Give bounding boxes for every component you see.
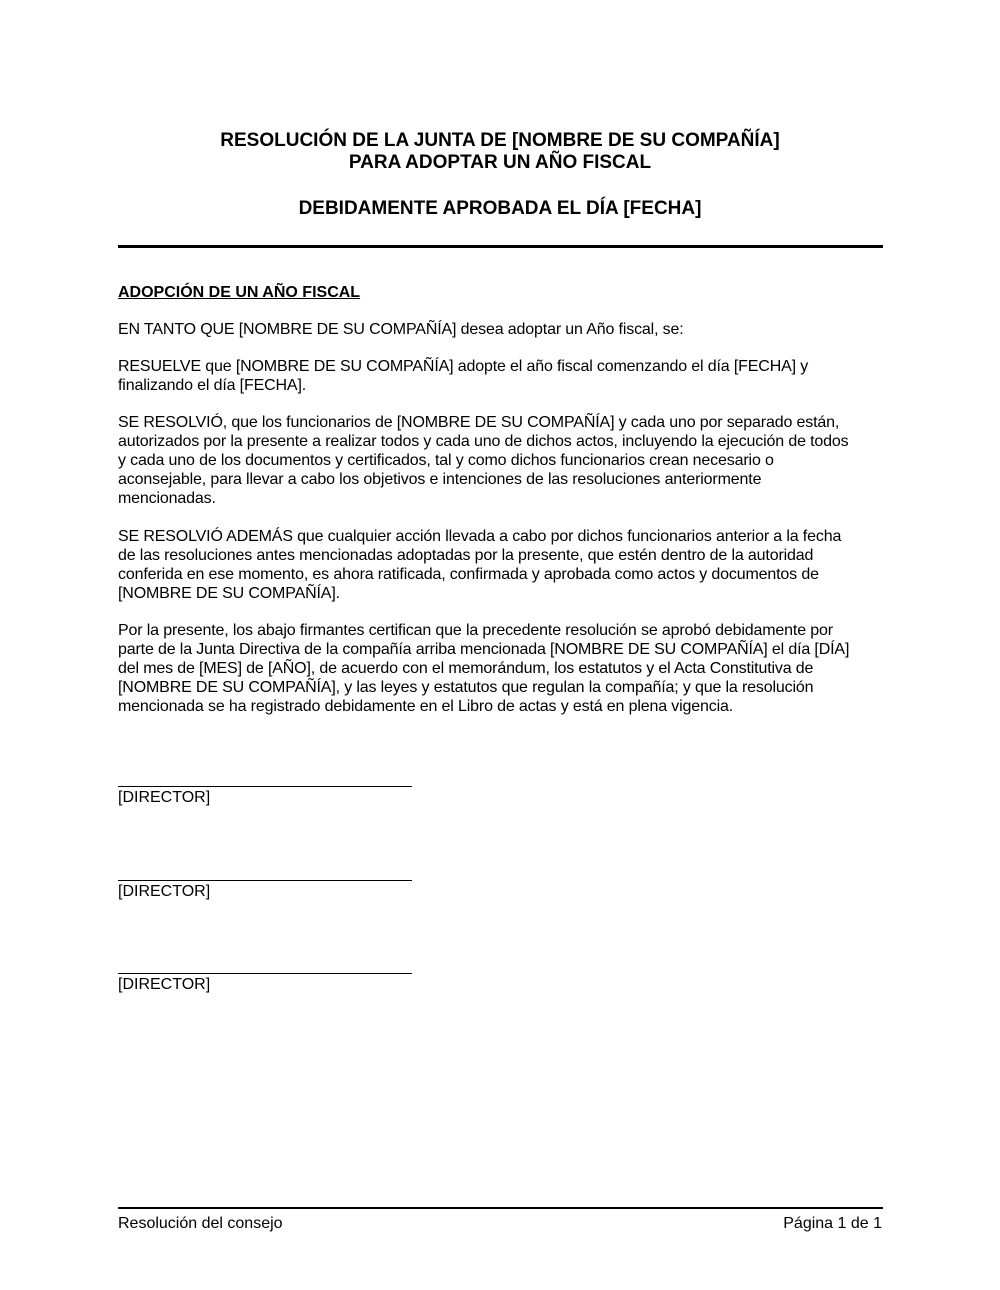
signature-label: [DIRECTOR] (118, 883, 211, 900)
paragraph-line: Por la presente, los abajo firmantes certifican que la precedente resolución se aprobó debidamente por (118, 622, 833, 639)
paragraph-line: [NOMBRE DE SU COMPAÑÍA]. (118, 585, 340, 602)
paragraph-resolves (118, 357, 888, 395)
title-text-1: RESOLUCIÓN DE LA JUNTA DE [NOMBRE DE SU COMPAÑÍA] (220, 130, 780, 151)
paragraph-line: conferida en ese momento, es ahora ratificada, confirmada y aprobada como actos y documentos de (118, 566, 819, 583)
paragraph-line: EN TANTO QUE [NOMBRE DE SU COMPAÑÍA] desea adoptar un Año fiscal, se: (118, 321, 684, 338)
signature-line (118, 973, 412, 974)
paragraph-line: autorizados por la presente a realizar todos y cada uno de dichos actos, incluyendo la ejecución de todos (118, 433, 849, 450)
paragraph-line: parte de la Junta Directiva de la compañía arriba mencionada [NOMBRE DE SU COMPAÑÍA] el día [DÍA] (118, 641, 850, 658)
header-divider (118, 245, 883, 248)
paragraph-line: mencionada se ha registrado debidamente en el Libro de actas y está en plena vigencia. (118, 698, 734, 715)
signature-line (118, 786, 412, 787)
signature-block-2 (118, 880, 412, 902)
paragraph-line: SE RESOLVIÓ ADEMÁS que cualquier acción llevada a cabo por dichos funcionarios anterior a la fecha (118, 528, 842, 545)
paragraph-line: mencionadas. (118, 490, 216, 507)
footer-document-name: Resolución del consejo (118, 1215, 283, 1232)
paragraph-line: aconsejable, para llevar a cabo los objetivos e intenciones de las resoluciones anteriormente (118, 471, 762, 488)
document-subtitle (118, 198, 882, 220)
paragraph-line: [NOMBRE DE SU COMPAÑÍA], y las leyes y estatutos que regulan la compañía; y que la resolución (118, 679, 814, 696)
signature-label: [DIRECTOR] (118, 789, 211, 806)
section-heading: ADOPCIÓN DE UN AÑO FISCAL (118, 284, 361, 301)
signature-block-1 (118, 786, 412, 808)
paragraph-line: SE RESOLVIÓ, que los funcionarios de [NOMBRE DE SU COMPAÑÍA] y cada uno por separado están, (118, 414, 840, 431)
paragraph-line: de las resoluciones antes mencionadas adoptadas por la presente, que estén dentro de la autoridad (118, 547, 814, 564)
paragraph-line: finalizando el día [FECHA]. (118, 377, 307, 394)
signature-label: [DIRECTOR] (118, 976, 211, 993)
paragraph-line: del mes de [MES] de [AÑO], de acuerdo con el memorándum, los estatutos y el Acta Constitutiva de (118, 660, 814, 677)
subtitle-text: DEBIDAMENTE APROBADA EL DÍA [FECHA] (298, 198, 702, 219)
footer-divider (118, 1207, 883, 1209)
document-title-line-1 (118, 130, 882, 152)
document-title-line-2 (118, 152, 882, 174)
title-text-2: PARA ADOPTAR UN AÑO FISCAL (348, 152, 652, 173)
paragraph-resolved-officers (118, 413, 888, 508)
signature-line (118, 880, 412, 881)
paragraph-line: RESUELVE que [NOMBRE DE SU COMPAÑÍA] adopte el año fiscal comenzando el día [FECHA] y (118, 358, 809, 375)
paragraph-whereas (118, 320, 888, 339)
paragraph-line: y cada uno de los documentos y certificados, tal y como dichos funcionarios crean necesario o (118, 452, 774, 469)
signature-block-3 (118, 973, 412, 995)
paragraph-certification (118, 621, 888, 716)
paragraph-resolved-further (118, 527, 888, 603)
footer-page-number: Página 1 de 1 (783, 1215, 882, 1232)
